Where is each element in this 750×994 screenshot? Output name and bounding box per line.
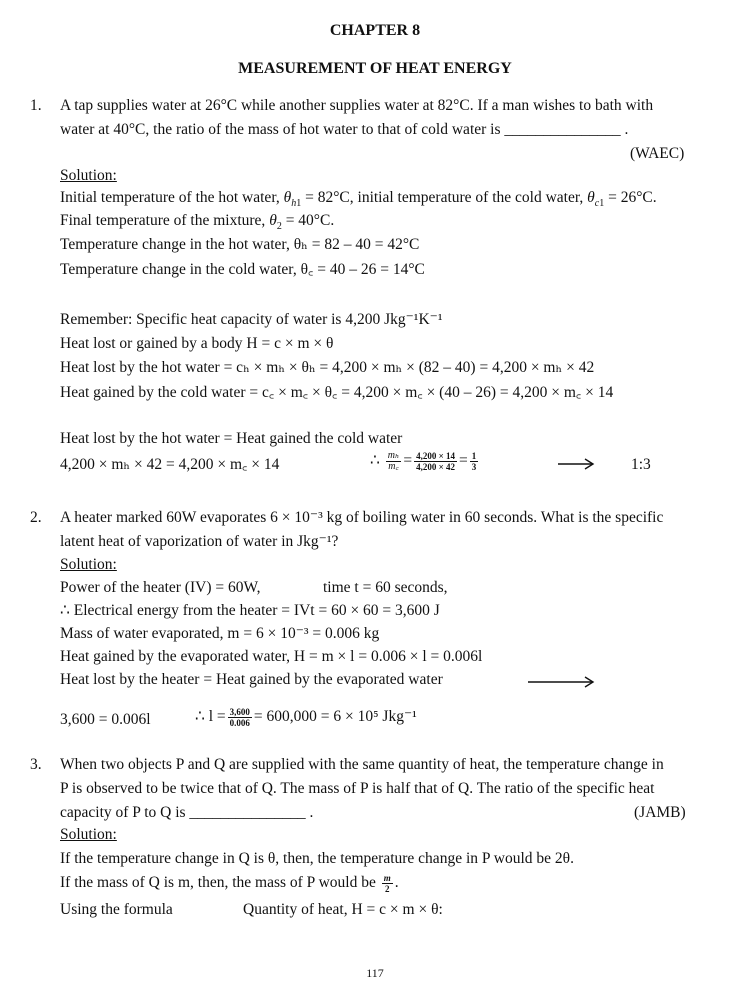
q1-solution-line-2: Final temperature of the mixture, $\theta_2 = 40^\circ C$.: [60, 212, 335, 233]
q1-answer: 1:3: [631, 456, 651, 473]
q1-solution-line-4: Temperature change in the cold water, θ꜀ = 40 – 26 = 14°C: [60, 261, 425, 278]
q1-solution-line-7: Heat lost by the hot water = cₕ × mₕ × θₕ = 4,200 × mₕ × (82 – 40) = 4,200 × mₕ × 42: [60, 359, 595, 376]
q1-solution-line-1: Initial temperature of the hot water, $\theta_{h1} = 82^\circ C$, initial temperature of the cold water, $\theta_{c1} = 26^\circ C$.: [60, 189, 657, 210]
q2-solution-line-3: Mass of water evaporated, m = 6 × 10⁻³ = 0.006 kg: [60, 625, 380, 642]
q1-solution-line-9: Heat lost by the hot water = Heat gained the cold water: [60, 430, 403, 447]
q1-ratio-equation: ∴ $\frac{\text{mₕ}}{m꜀}$ = $\frac{4,200 \times 14}{4,200 \times 42}$ = $\frac{1}{3}$: [370, 449, 477, 472]
q1-solution-line-6: Heat lost or gained by a body H = c × m × θ: [60, 335, 334, 352]
q1-solution-line-3: Temperature change in the hot water, θₕ = 82 – 40 = 42°C: [60, 236, 420, 253]
q1-solution-line-8: Heat gained by the cold water = c꜀ × m꜀ × θ꜀ = 4,200 × m꜀ × (40 – 26) = 4,200 × m꜀ × 14: [60, 384, 614, 401]
q2-solution-line-1b: time t = 60 seconds,: [323, 579, 448, 596]
question-3-number: 3.: [30, 756, 42, 773]
question-2-number: 2.: [30, 509, 42, 526]
question-1-source: (WAEC): [630, 145, 685, 162]
q3-solution-line-3a: Using the formula: [60, 901, 173, 918]
question-1-line-2: water at 40°C, the ratio of the mass of hot water to that of cold water is _______________ .: [60, 121, 629, 138]
page-number: 117: [366, 966, 384, 980]
question-1-solution-label: Solution:: [60, 167, 117, 184]
q3-solution-line-2: If the mass of Q is m, then, the mass of P would be $\frac{m}{2}$ .: [60, 872, 399, 894]
question-1-number: 1.: [30, 97, 42, 114]
right-arrow-icon: [558, 458, 598, 470]
question-2-line-2: latent heat of vaporization of water in Jkg⁻¹?: [60, 533, 339, 550]
chapter-heading: CHAPTER 8: [329, 22, 421, 39]
question-2-solution-label: Solution:: [60, 556, 117, 573]
question-3-line-1: When two objects P and Q are supplied with the same quantity of heat, the temperature change in: [60, 756, 664, 773]
chapter-title: MEASUREMENT OF HEAT ENERGY: [238, 60, 512, 77]
q2-solution-line-2: ∴ Electrical energy from the heater = IVt = 60 × 60 = 3,600 J: [60, 602, 440, 619]
question-3-source: (JAMB): [634, 804, 686, 821]
q2-solution-line-5: Heat lost by the heater = Heat gained by the evaporated water: [60, 671, 443, 688]
q3-solution-line-3b: Quantity of heat, H = c × m × θ:: [243, 901, 443, 918]
q2-solution-line-4: Heat gained by the evaporated water, H = m × l = 0.006 × l = 0.006l: [60, 648, 483, 665]
q2-solution-line-6: 3,600 = 0.006l: [60, 711, 151, 728]
question-1-line-1: A tap supplies water at 26°C while another supplies water at 82°C. If a man wishes to bath with: [60, 97, 654, 114]
q1-solution-line-10: 4,200 × mₕ × 42 = 4,200 × m꜀ × 14: [60, 456, 280, 473]
question-3-solution-label: Solution:: [60, 826, 117, 843]
q1-solution-line-5: Remember: Specific heat capacity of water is 4,200 Jkg⁻¹K⁻¹: [60, 311, 443, 328]
right-arrow-icon: [528, 676, 598, 688]
question-3-line-2: P is observed to be twice that of Q. The mass of P is half that of Q. The ratio of the specific heat: [60, 780, 655, 797]
question-3-line-3: capacity of P to Q is _______________ .: [60, 804, 314, 821]
q2-solution-line-7: ∴ l = $\frac{3,600}{0.006}$ = 600,000 = 6 × 10⁵ Jkg⁻¹: [195, 706, 417, 728]
question-2-line-1: A heater marked 60W evaporates 6 × 10⁻³ kg of boiling water in 60 seconds. What is the specific: [60, 509, 664, 526]
q3-solution-line-1: If the temperature change in Q is θ, then, the temperature change in P would be 2θ.: [60, 850, 574, 867]
q2-solution-line-1: Power of the heater (IV) = 60W,: [60, 579, 261, 596]
